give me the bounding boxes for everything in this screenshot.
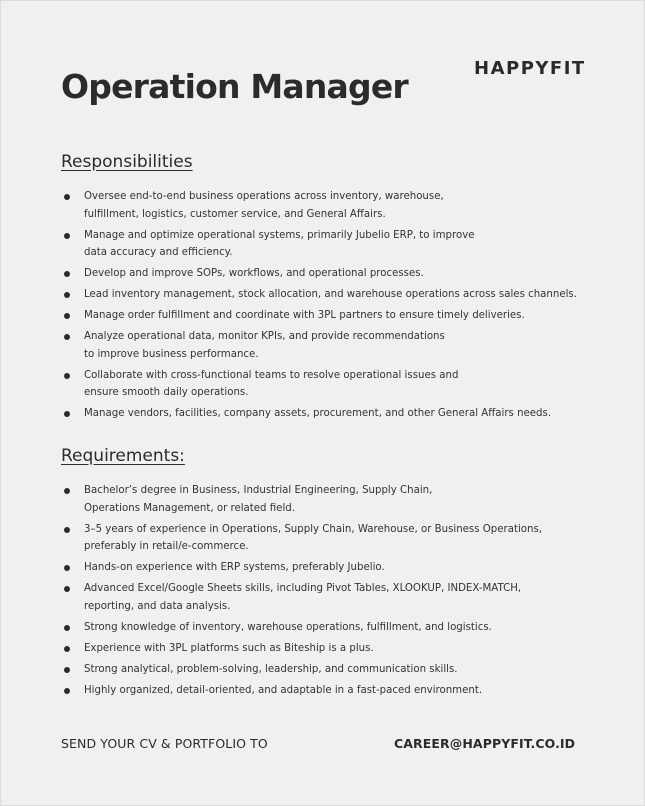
bullet-icon [64,586,70,592]
list-item: Analyze operational data, monitor KPIs, and provide recommendations to improve business performance. [61,328,621,363]
list-item: Strong knowledge of inventory, warehouse operations, fulfillment, and logistics. [61,619,621,637]
requirements-heading: Requirements: [61,446,185,466]
bullet-icon [64,625,70,631]
bullet-icon [64,292,70,298]
bullet-icon [64,313,70,319]
list-item: Lead inventory management, stock allocation, and warehouse operations across sales channels. [61,286,621,304]
brand-logo: HAPPYFIT [474,58,586,79]
bullet-icon [64,334,70,340]
bullet-icon [64,271,70,277]
page-title: Operation Manager [61,67,408,106]
bullet-icon [64,646,70,652]
requirements-list [61,482,621,703]
bullet-icon [64,411,70,417]
list-item: Collaborate with cross-functional teams to resolve operational issues and ensure smooth daily operations. [61,367,621,402]
list-item: Strong analytical, problem-solving, leadership, and communication skills. [61,661,621,679]
bullet-icon [64,194,70,200]
bullet-icon [64,373,70,379]
bullet-icon [64,688,70,694]
bullet-icon [64,667,70,673]
list-item: Advanced Excel/Google Sheets skills, including Pivot Tables, XLOOKUP, INDEX-MATCH, reporting, and data analysis. [61,580,621,615]
list-item: Oversee end-to-end business operations across inventory, warehouse, fulfillment, logistics, customer service, and General Affairs. [61,188,621,223]
bullet-icon [64,233,70,239]
list-item: Hands-on experience with ERP systems, preferably Jubelio. [61,559,621,577]
cta-text: SEND YOUR CV & PORTFOLIO TO [61,736,268,751]
contact-email[interactable]: CAREER@HAPPYFIT.CO.ID [394,736,576,751]
bullet-icon [64,527,70,533]
list-item: Manage order fulfillment and coordinate with 3PL partners to ensure timely deliveries. [61,307,621,325]
bullet-icon [64,488,70,494]
list-item: Bachelor’s degree in Business, Industrial Engineering, Supply Chain, Operations Management, or related field. [61,482,621,517]
bullet-icon [64,565,70,571]
responsibilities-heading: Responsibilities [61,152,193,172]
list-item: 3–5 years of experience in Operations, Supply Chain, Warehouse, or Business Operations, preferably in retail/e-commerce. [61,521,621,556]
list-item: Manage and optimize operational systems, primarily Jubelio ERP, to improve data accuracy and efficiency. [61,227,621,262]
list-item: Experience with 3PL platforms such as Biteship is a plus. [61,640,621,658]
list-item: Highly organized, detail-oriented, and adaptable in a fast-paced environment. [61,682,621,700]
list-item: Develop and improve SOPs, workflows, and operational processes. [61,265,621,283]
list-item: Manage vendors, facilities, company assets, procurement, and other General Affairs needs. [61,405,621,423]
responsibilities-list [61,188,621,426]
